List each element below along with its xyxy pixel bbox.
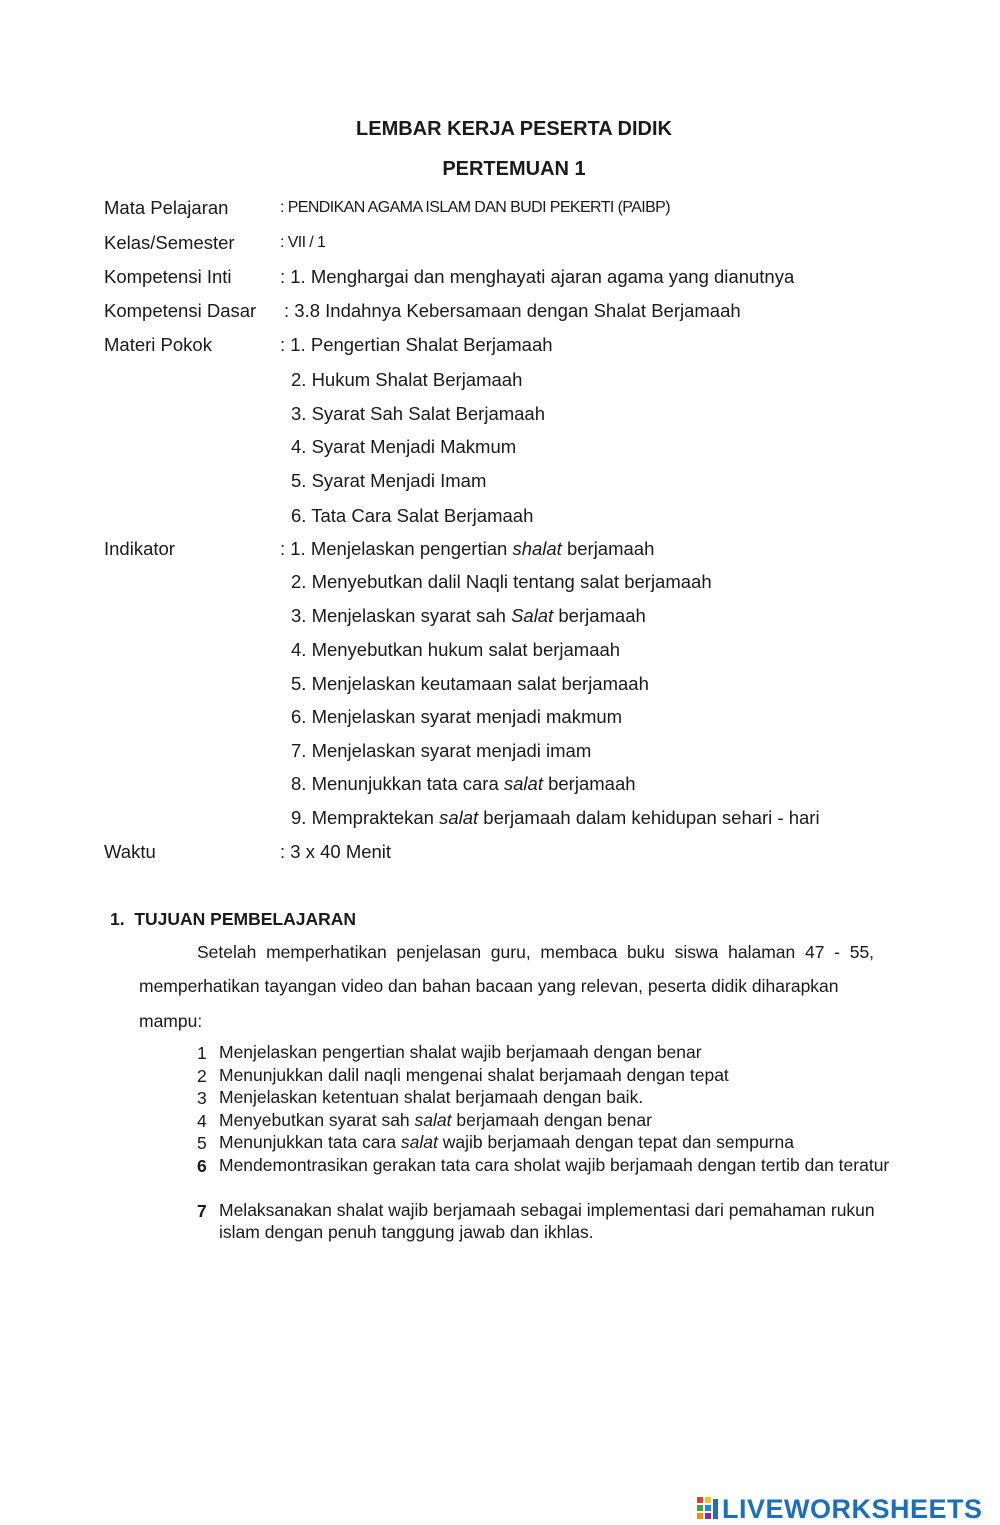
objective-text: Menyebutkan syarat sah salat berjamaah dengan benar xyxy=(219,1110,652,1130)
kd-label: Kompetensi Dasar xyxy=(104,300,257,321)
indikator-item: 9. Mempraktekan salat berjamaah dalam kehidupan sehari - hari xyxy=(291,807,820,828)
indikator-item: 3. Menjelaskan syarat sah Salat berjamaah xyxy=(291,605,646,626)
indikator-item: 2. Menyebutkan dalil Naqli tentang salat berjamaah xyxy=(291,571,712,592)
objective-text: Mendemontrasikan gerakan tata cara sholat wajib berjamaah dengan tertib dan teratur xyxy=(219,1155,890,1175)
materi-item: 2. Hukum Shalat Berjamaah xyxy=(291,369,523,390)
objective-text: Menjelaskan ketentuan shalat berjamaah dengan baik. xyxy=(219,1087,644,1107)
ki-label: Kompetensi Inti xyxy=(104,266,232,287)
section-title: TUJUAN PEMBELAJARAN xyxy=(134,909,357,929)
objective-number: 3 xyxy=(197,1088,207,1108)
objective-number: 1 xyxy=(197,1043,207,1063)
paragraph-line: Setelah memperhatikan penjelasan guru, membaca buku siswa halaman 47 - 55, xyxy=(197,942,875,962)
mapel-value: : PENDIKAN AGAMA ISLAM DAN BUDI PEKERTI (PAIBP) xyxy=(280,199,670,216)
materi-item: 6. Tata Cara Salat Berjamaah xyxy=(291,505,534,526)
indikator-item: 8. Menunjukkan tata cara salat berjamaah xyxy=(291,773,636,794)
materi-item: : 1. Pengertian Shalat Berjamaah xyxy=(280,334,553,355)
section-number: 1. xyxy=(110,909,125,929)
materi-item: 3. Syarat Sah Salat Berjamaah xyxy=(291,403,546,424)
materi-item: 5. Syarat Menjadi Imam xyxy=(291,470,487,491)
objective-number: 6 xyxy=(197,1156,207,1176)
objective-text: Menunjukkan tata cara salat wajib berjamaah dengan tepat dan sempurna xyxy=(219,1132,794,1152)
indikator-item: 7. Menjelaskan syarat menjadi imam xyxy=(291,740,592,761)
materi-label: Materi Pokok xyxy=(104,334,212,355)
objective-text: Menjelaskan pengertian shalat wajib berjamaah dengan benar xyxy=(219,1042,702,1062)
indikator-item: : 1. Menjelaskan pengertian shalat berjamaah xyxy=(280,538,655,559)
kelas-label: Kelas/Semester xyxy=(104,232,235,253)
materi-item: 4. Syarat Menjadi Makmum xyxy=(291,436,517,457)
objective-number: 4 xyxy=(197,1111,207,1131)
page-subtitle: PERTEMUAN 1 xyxy=(442,158,586,180)
section-heading xyxy=(110,909,356,930)
objective-number: 7 xyxy=(197,1201,207,1221)
page-title: LEMBAR KERJA PESERTA DIDIK xyxy=(356,118,672,140)
waktu-label: Waktu xyxy=(104,841,156,862)
objective-number: 2 xyxy=(197,1066,207,1086)
ki-value: : 1. Menghargai dan menghayati ajaran agama yang dianutnya xyxy=(280,266,795,287)
liveworksheets-logo xyxy=(697,1493,983,1525)
logo-mark-icon xyxy=(697,1496,719,1522)
objective-text: Melaksanakan shalat wajib berjamaah sebagai implementasi dari pemahaman rukun islam dengan penuh tanggung jawab dan ikhlas. xyxy=(219,1200,875,1242)
paragraph-line: mampu: xyxy=(139,1011,203,1031)
mapel-label: Mata Pelajaran xyxy=(104,197,229,218)
waktu-value: : 3 x 40 Menit xyxy=(280,841,392,862)
paragraph-line: memperhatikan tayangan video dan bahan bacaan yang relevan, peserta didik diharapkan xyxy=(139,976,839,996)
kelas-value: : VII / 1 xyxy=(280,234,326,251)
objective-text: Menunjukkan dalil naqli mengenai shalat berjamaah dengan tepat xyxy=(219,1065,729,1085)
indikator-label: Indikator xyxy=(104,538,175,559)
kd-value: : 3.8 Indahnya Kebersamaan dengan Shalat Berjamaah xyxy=(284,300,741,321)
brand-name: LIVEWORKSHEETS xyxy=(722,1493,983,1524)
indikator-item: 6. Menjelaskan syarat menjadi makmum xyxy=(291,706,623,727)
objective-number: 5 xyxy=(197,1133,207,1153)
indikator-item: 5. Menjelaskan keutamaan salat berjamaah xyxy=(291,673,649,694)
indikator-item: 4. Menyebutkan hukum salat berjamaah xyxy=(291,639,621,660)
